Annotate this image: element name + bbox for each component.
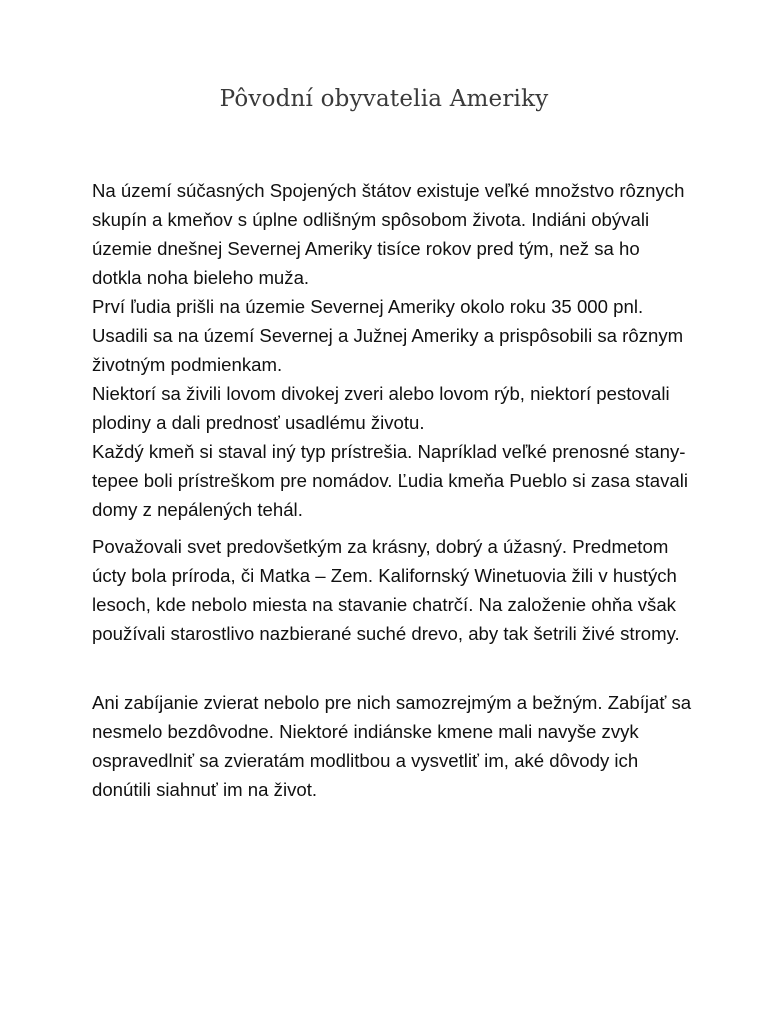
paragraph-intro: Na území súčasných Spojených štátov existuje veľké množstvo rôznych skupín a kmeňov s úplne odlišným spôsobom života. Indiáni obývali územie dnešnej Severnej Ameriky tisíce rokov pred tým, než sa ho dotkla noha bieleho muža. xyxy=(92,180,685,288)
page-title: Pôvodní obyvatelia Ameriky xyxy=(219,86,549,112)
paragraph-shelters: Každý kmeň si staval iný typ prístrešia. Napríklad veľké prenosné stany- tepee boli prístreškom pre nomádov. Ľudia kmeňa Pueblo si zasa stavali domy z nepálených tehál. xyxy=(92,441,689,520)
document-body xyxy=(92,176,692,804)
paragraph-nature: Považovali svet predovšetkým za krásny, dobrý a úžasný. Predmetom úcty bola príroda, či Matka – Zem. Kalifornský Winetuovia žili v hustých lesoch, kde nebolo miesta na stavanie chatrčí. Na založenie ohňa však používali starostlivo nazbierané suché drevo, aby tak šetrili živé stromy. xyxy=(92,536,680,644)
paragraph-livelihood: Niektorí sa živili lovom divokej zveri alebo lovom rýb, niektorí pestovali plodiny a dali prednosť usadlému životu. xyxy=(92,383,670,433)
paragraph-hunting: Ani zabíjanie zvierat nebolo pre nich samozrejmým a bežným. Zabíjať sa nesmelo bezdôvodne. Niektoré indiánske kmene mali navyše zvyk ospravedlniť sa zvieratám modlitbou a vysvetliť im, aké dôvody ich donútili siahnuť im na život. xyxy=(92,692,692,800)
paragraph-first-people: Prví ľudia prišli na územie Severnej Ameriky okolo roku 35 000 pnl. Usadili sa na území Severnej a Južnej Ameriky a prispôsobili sa rôznym životným podmienkam. xyxy=(92,296,684,375)
